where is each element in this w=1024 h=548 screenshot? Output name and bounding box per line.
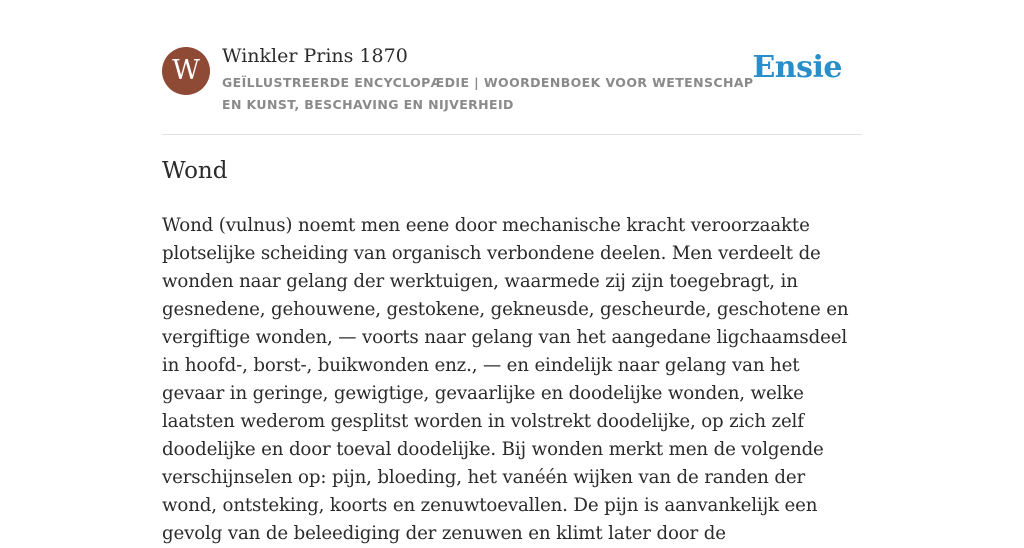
entry-body: Wond (vulnus) noemt men eene door mechanische kracht veroorzaakte plotselijke scheiding van organisch verbondene deelen. Men verdeelt de wonden naar gelang der werktuigen, waarmede zij zijn toegebragt, in gesnedene, gehouwene, gestokene, gekneusde, gescheurde, geschotene en vergiftige wonden, — voorts naar gelang van het aangedane ligchaamsdeel in hoofd-, borst-, buikwonden enz., — en eindelijk naar gelang van het gevaar in geringe, gewigtige, gevaarlijke en doodelijke wonden, welke laatsten wederom gesplitst worden in volstrekt doodelijke, op zich zelf doodelijke en door toeval doodelijke. Bij wonden merkt men de volgende verschijnselen op: pijn, bloeding, het vanéén wijken van de randen der wond, ontsteking, koorts en zenuwtoevallen. De pijn is aanvankelijk een gevolg van de beleediging der zenuwen en klimt later door de bbox=[162, 215, 849, 544]
ensie-logo[interactable]: Ensie bbox=[752, 50, 842, 85]
source-subtitle: GEÏLLUSTREERDE ENCYCLOPÆDIE | WOORDENBOEK VOOR WETENSCHAP EN KUNST, BESCHAVING EN NIJVERHEID bbox=[222, 75, 754, 112]
source-avatar[interactable]: W bbox=[162, 47, 210, 95]
source-title[interactable]: Winkler Prins 1870 bbox=[222, 45, 408, 67]
article-container bbox=[162, 0, 862, 544]
entry-title: Wond bbox=[162, 158, 228, 184]
source-header bbox=[162, 0, 862, 135]
